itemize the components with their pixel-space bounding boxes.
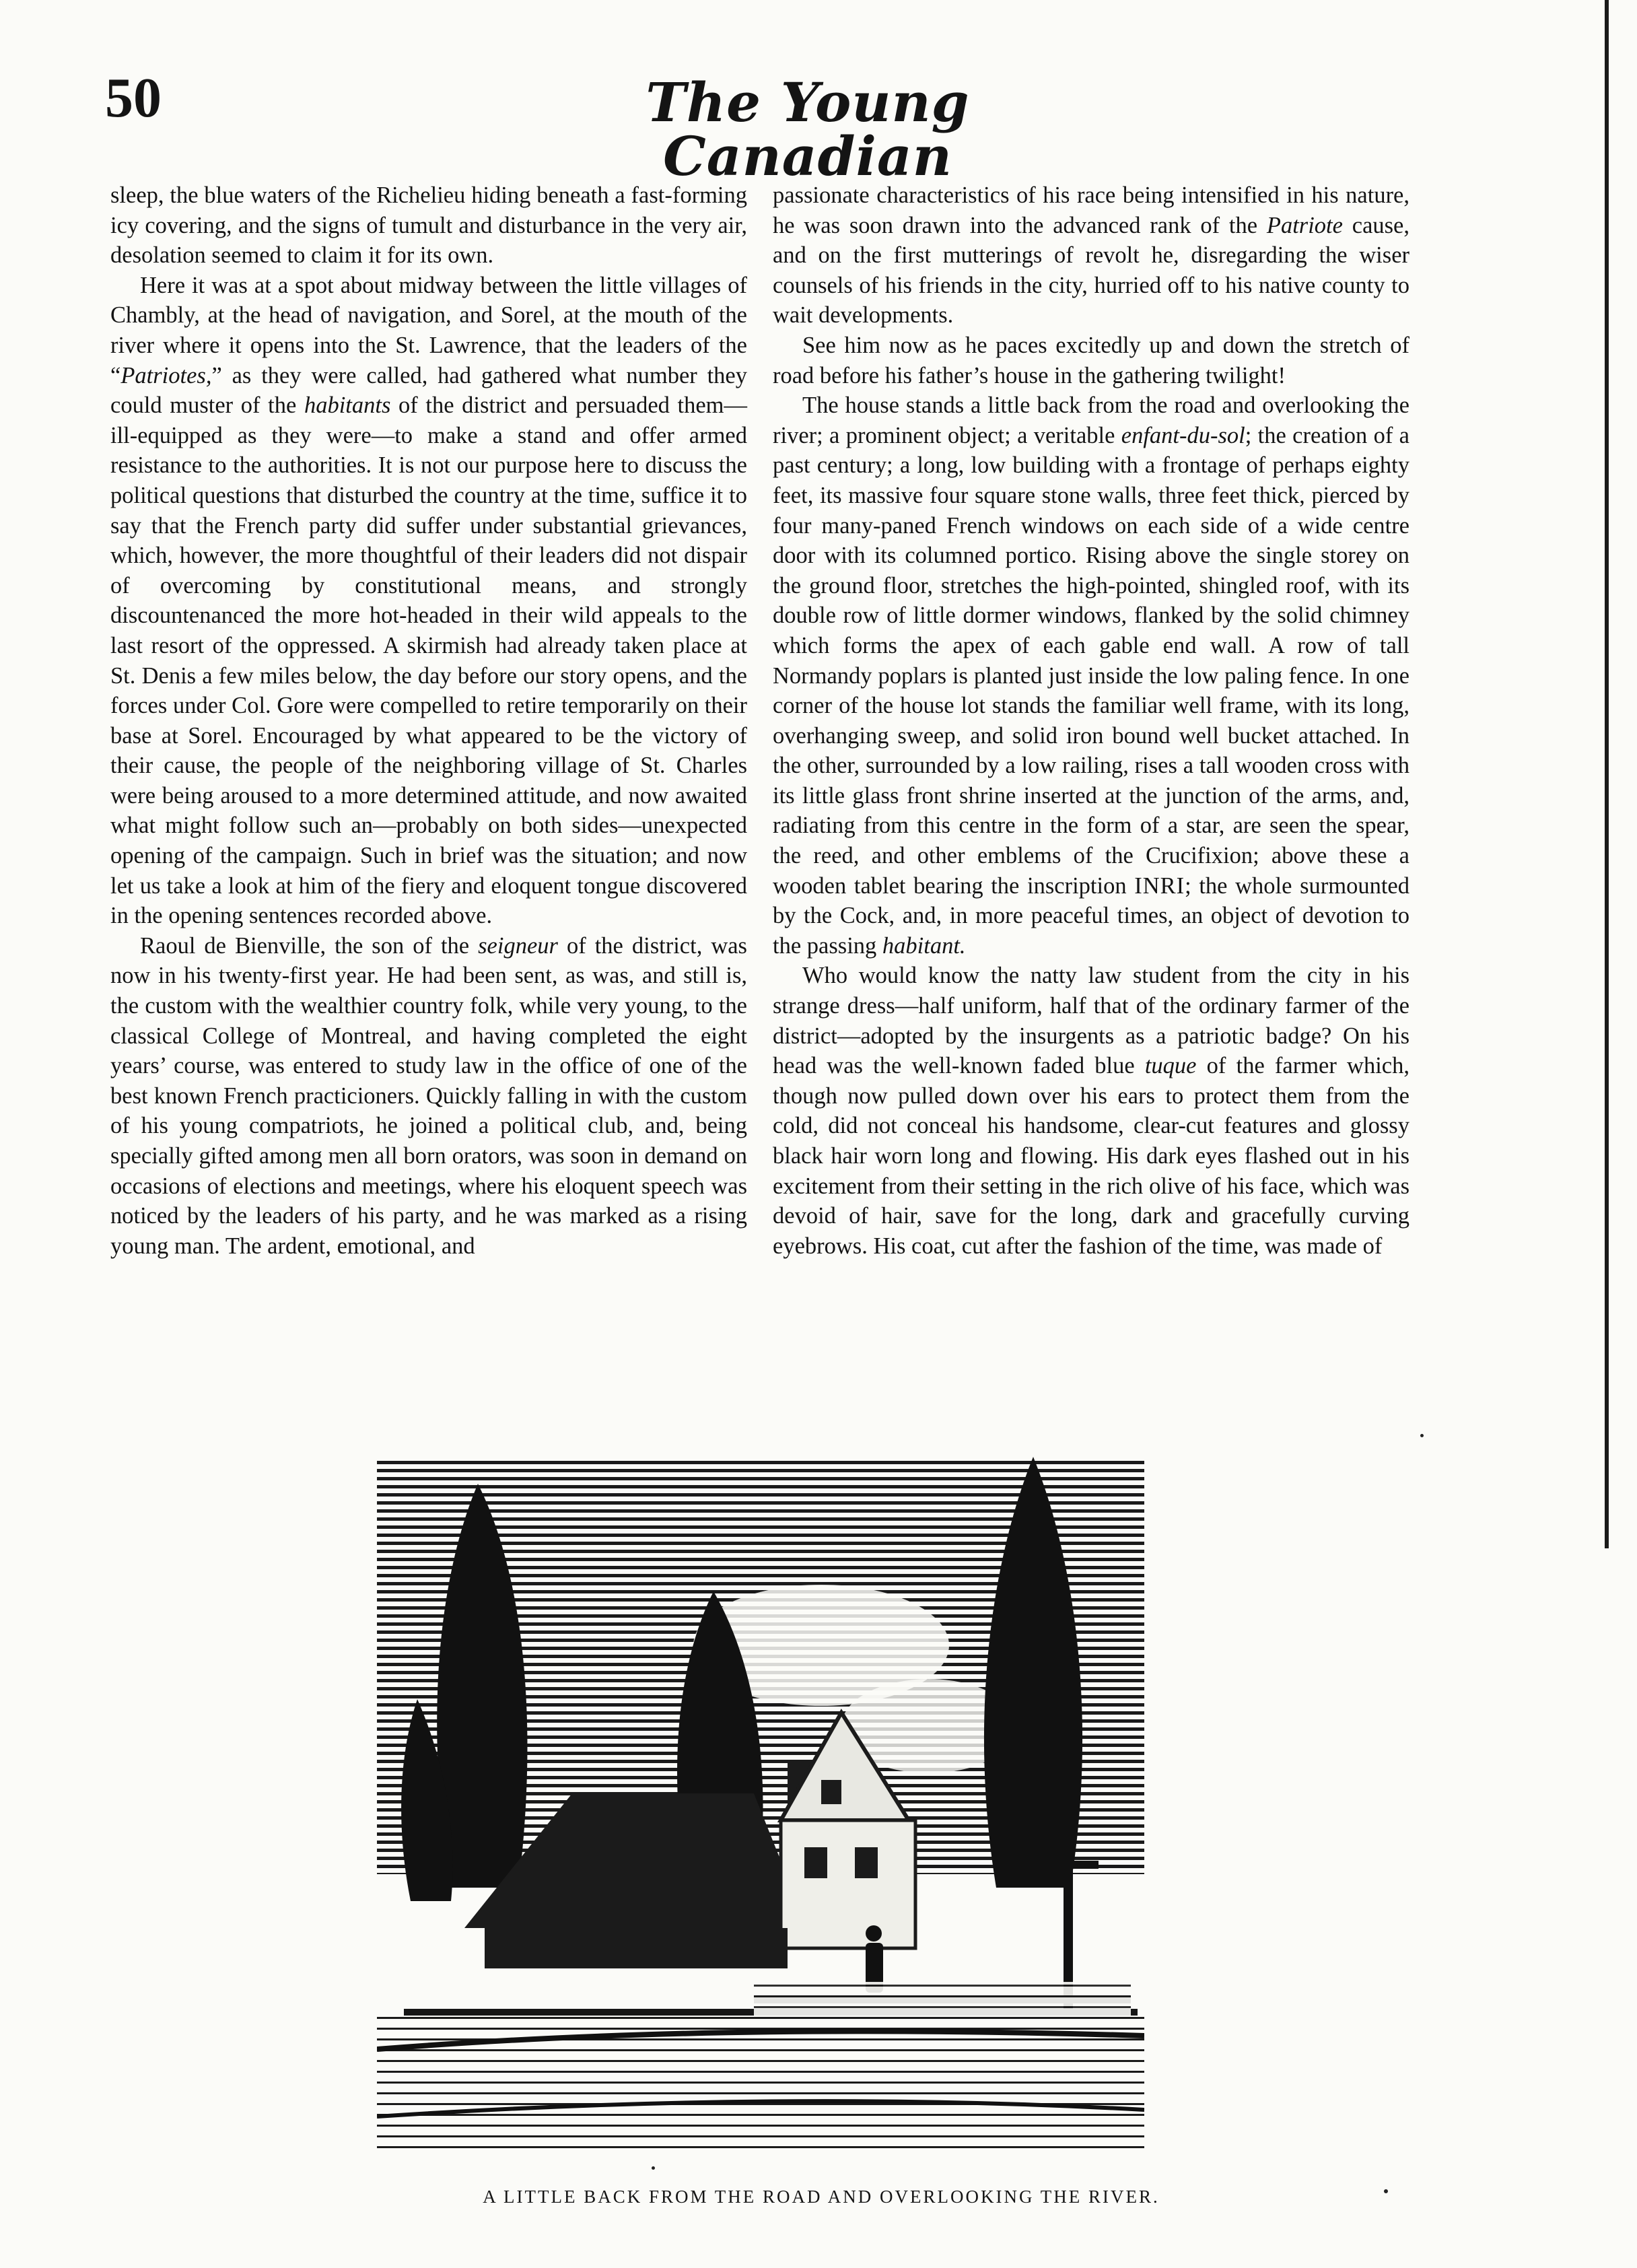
text-run: ; the whole surmounted by the Cock, and, in more peaceful times, an object of devotion to the passing xyxy=(773,872,1409,959)
paragraph xyxy=(110,931,747,1262)
right-column xyxy=(773,180,1409,1261)
italic-term: Patriotes, xyxy=(120,362,212,388)
page-number: 50 xyxy=(105,67,162,129)
print-speck xyxy=(652,2166,655,2170)
text-run: passionate characteristics of his race being intensified in his nature, he was soon drawn into the advanced rank of the xyxy=(773,182,1409,238)
illustration-caption: A LITTLE BACK FROM THE ROAD AND OVERLOOKING THE RIVER. xyxy=(483,2187,1160,2207)
text-run: Here it was at a spot about midway between the little villages of Chambly, at the head of navigation, and Sorel, at the mouth of the river where it opens into the St. Lawrence, that the leaders of the “ xyxy=(110,272,747,388)
inscription-text: INRI xyxy=(1134,872,1185,899)
text-run: ” as they were called, had gathered what number they could muster of the xyxy=(110,362,747,419)
paragraph: See him now as he paces excitedly up and down the stretch of road before his father’s house in the gathering twilight! xyxy=(773,332,1409,388)
italic-term: tuque xyxy=(1144,1053,1197,1079)
page-edge-rule xyxy=(1605,0,1609,1548)
road-foreground xyxy=(377,2016,1144,2150)
paragraph xyxy=(773,961,1409,1261)
text-run: of the farmer which, though now pulled down over his ears to protect them from the cold, did not conceal his handsome, clear-cut features and glossy black hair worn long and flowing. His dark eyes flashed out in his excitement from their setting in the rich olive of his face, which was devoid of hair, save for the long, dark and gracefully curving eyebrows. His coat, cut after the fashion of the time, was made of xyxy=(773,1053,1409,1259)
text-run: The house stands a little back from the road and overlooking the river; a prominent object; a veritable xyxy=(773,392,1409,448)
text-run: ; the creation of a past century; a long, low building with a frontage of perhaps eighty feet, its massive four square stone walls, three feet thick, pierced by four many-paned French windows on each side of a wide centre door with its columned portico. Rising above the single storey on the ground floor, stretches the high-pointed, shingled roof, with its double row of little dormer windows, flanked by the solid chimney which forms the apex of each gable end wall. A row of tall Normandy poplars is planted just inside the low paling fence. In one corner of the house lot stands the familiar well frame, with its long, overhanging sweep, and solid iron bound well bucket attached. In the other, surrounded by a low railing, rises a tall wooden cross with its little glass front shrine inserted at the junction of the arms, and, radiating from this centre in the form of a star, are seen the spear, the reed, and other emblems of the Crucifixion; above these a wooden tablet bearing the inscription xyxy=(773,422,1409,899)
italic-term: habitant. xyxy=(882,932,966,959)
paragraph xyxy=(773,390,1409,961)
paragraph xyxy=(110,271,747,931)
italic-term: Patriote xyxy=(1266,212,1343,238)
italic-term: habitants xyxy=(304,392,391,419)
text-run: of the district and persuaded them—ill-equipped as they were—to make a stand and offer armed resistance to the authorities. It is not our purpose here to discuss the political questions that disturbed the country at the time, suffice it to say that the French party did suffer under substantial grievances, which, however, the more thoughtful of their leaders did not dispair of overcoming by constitutional means, and strongly discountenanced the more hot-headed in their wild appeals to the last resort of the oppressed. A skirmish had already taken place at St. Denis a few miles below, the day before our story opens, and the forces under Col. Gore were compelled to retire temporarily on their base at Sorel. Encouraged by what appeared to be the victory of their cause, the people of the neighboring village of St. Charles were being aroused to a more determined attitude, and now awaited what might follow such an—probably on both sides—unexpected opening of the campaign. Such in brief was the situation; and now let us take a look at him of the fiery and eloquent tongue discovered in the opening sentences recorded above. xyxy=(110,392,748,929)
text-run: of the district, was now in his twenty-first year. He had been sent, as was, and still is, the custom with the wealthier country folk, while very young, to the classical College of Montreal, and having completed the eight years’ course, was entered to study law in the office of one of the best known French practicioners. Quickly falling in with the custom of his young compatriots, he joined a political club, and, being specially gifted among men all born orators, was soon in demand on occasions of elections and meetings, where his eloquent speech was noticed by the leaders of his party, and he was marked as a rising young man. The ardent, emotional, and xyxy=(110,932,747,1259)
print-speck xyxy=(1420,1434,1424,1437)
text-run: Raoul de Bienville, the son of the xyxy=(140,932,479,959)
paragraph: sleep, the blue waters of the Richelieu hiding beneath a fast-forming icy covering, and the signs of tumult and disturbance in the very air, desolation seemed to claim it for its own. xyxy=(110,182,747,269)
print-speck xyxy=(1384,2189,1388,2193)
masthead-title: The Young Canadian xyxy=(646,71,970,188)
text-run: cause, and on the first mutterings of revolt he, disregarding the wiser counsels of his friends in the city, hurried off to his native county to wait developments. xyxy=(773,212,1409,329)
text-run: Who would know the natty law student from the city in his strange dress—half uniform, half that of the ordinary farmer of the district—adopted by the insurgents as a patriotic badge? On his head was the well-known faded blue xyxy=(773,963,1409,1079)
paragraph xyxy=(773,180,1409,331)
house-engraving-illustration xyxy=(377,1443,1144,2170)
italic-term: enfant-du-sol xyxy=(1121,422,1245,448)
italic-term: seigneur xyxy=(478,932,558,959)
left-column xyxy=(110,180,747,1261)
